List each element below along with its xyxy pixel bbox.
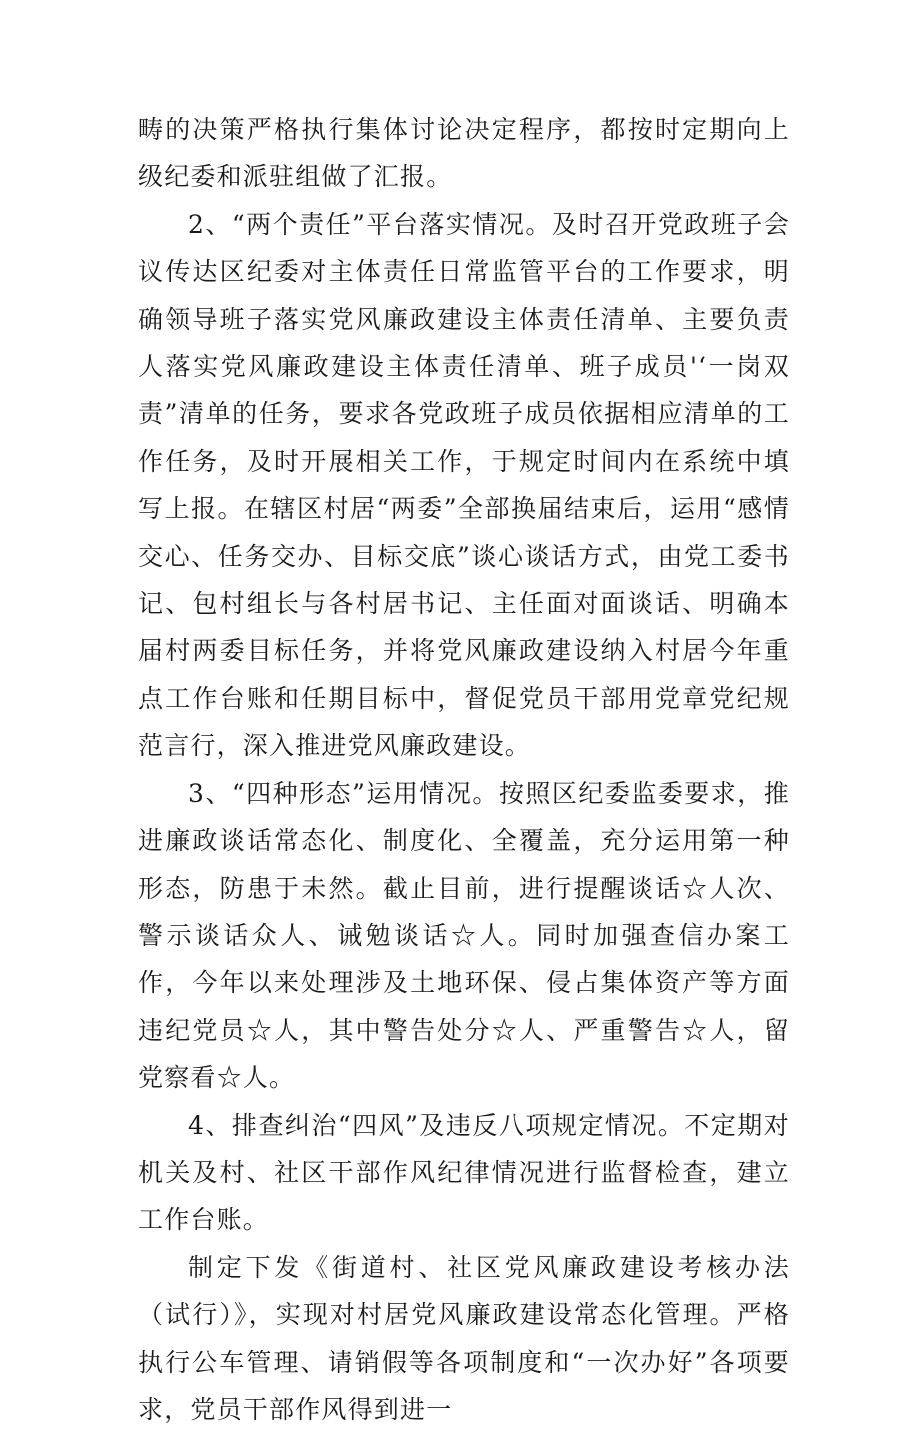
paragraph-assessment-measures: 制定下发《街道村、社区党风廉政建设考核办法（试行）》，实现对村居党风廉政建设常态化管理。严格执行公车管理、请销假等各项制度和“一次办好”各项要求，党员干部作风得到进一 [138, 1252, 790, 1424]
paragraph-two-responsibilities: 2、“两个责任”平台落实情况。及时召开党政班子会议传达区纪委对主体责任日常监管平台的工作要求，明确领导班子落实党风廉政建设主体责任清单、主要负责人落实党风廉政建设主体责任清单、班子成员'‘一岗双责”清单的任务，要求各党政班子成员依据相应清单的工作任务，及时开展相关工作，于规定时间内在系统中填写上报。在辖区村居“两委”全部换届结束后，运用“感情交心、任务交办、目标交底”谈心谈话方式，由党工委书记、包村组长与各村居书记、主任面对面谈话、明确本届村两委目标任务，并将党风廉政建设纳入村居今年重点工作台账和任期目标中，督促党员干部用党章党纪规范言行，深入推进党风廉政建设。 [138, 209, 790, 761]
paragraph-four-forms: 3、“四种形态”运用情况。按照区纪委监委要求，推进廉政谈话常态化、制度化、全覆盖，充分运用第一种形态，防患于未然。截止目前，进行提醒谈话☆人次、警示谈话众人、诫勉谈话☆人。同时加强查信办案工作，今年以来处理涉及土地环保、侵占集体资产等方面违纪党员☆人，其中警告处分☆人、严重警告☆人，留党察看☆人。 [138, 778, 790, 1093]
document-body [138, 106, 790, 1433]
paragraph-continuation: 畴的决策严格执行集体讨论决定程序，都按时定期向上级纪委和派驻组做了汇报。 [138, 115, 790, 192]
paragraph-four-winds: 4、排查纠治“四风”及违反八项规定情况。不定期对机关及村、社区干部作风纪律情况进行监督检查，建立工作台账。 [138, 1110, 790, 1235]
